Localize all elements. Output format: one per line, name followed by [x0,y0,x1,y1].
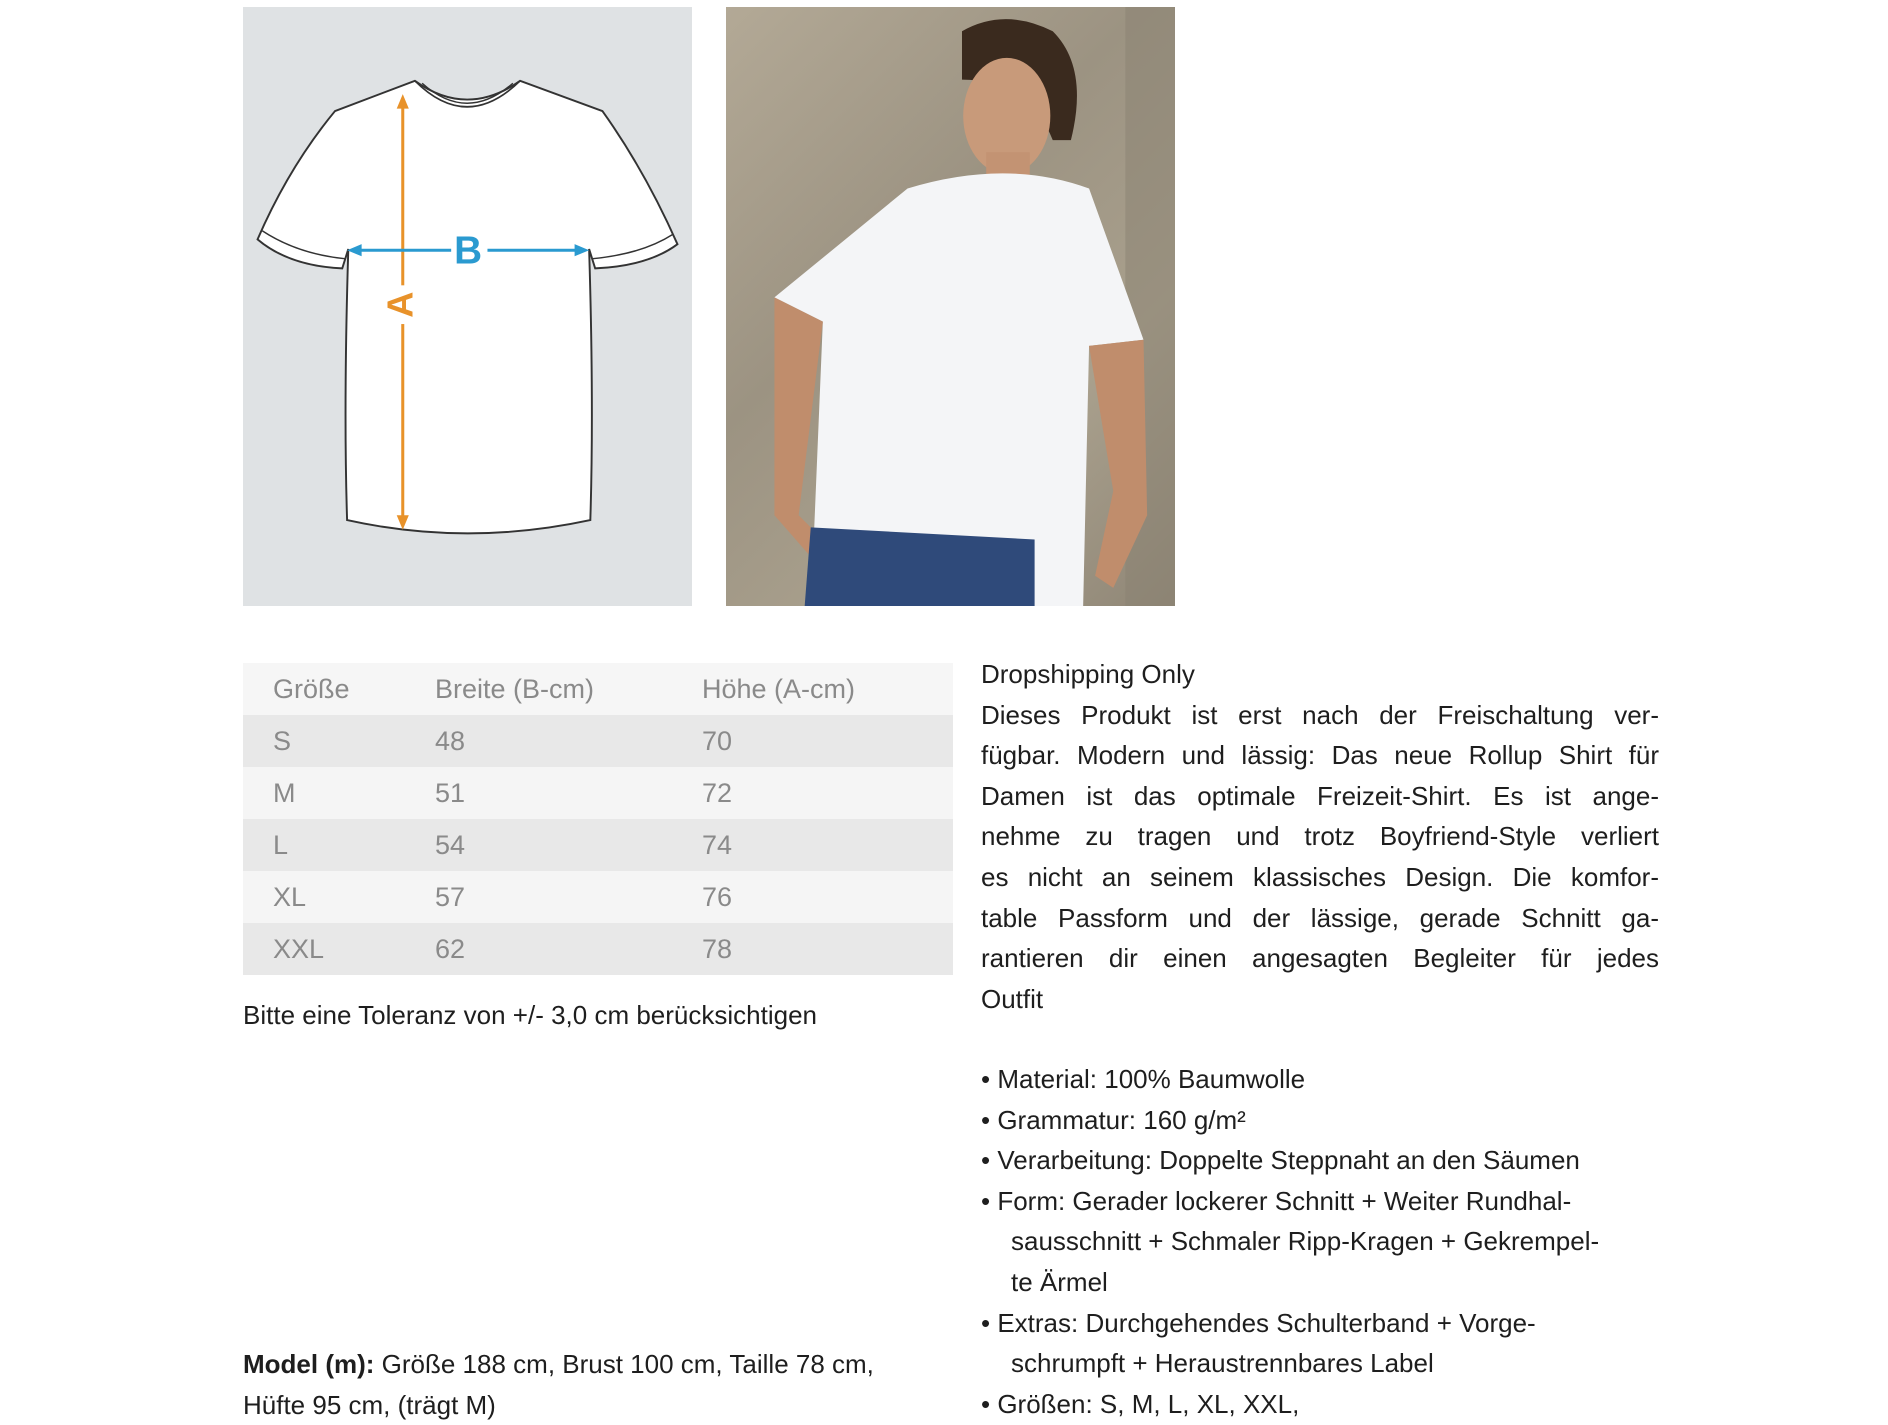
description-line: rantieren dir einen angesagten Begleiter für jedes [981,943,1659,974]
column-header-height: Höhe (A-cm) [702,673,856,704]
description-line: fügbar. Modern und lässig: Das neue Rollup Shirt für [981,740,1659,771]
feature-item-continuation: sausschnitt + Schmaler Ripp-Kragen + Gekrempel- [1011,1226,1600,1257]
tolerance-note: Bitte eine Toleranz von +/- 3,0 cm berücksichtigen [243,1000,817,1030]
cell-height: 78 [702,933,733,964]
feature-item: • Form: Gerader lockerer Schnitt + Weiter Rundhal- [981,1185,1572,1216]
product-description [981,654,1659,1019]
cell-height: 70 [702,725,733,756]
model-photo-illustration [726,7,1175,606]
table-header-row [243,663,953,715]
feature-list [981,1059,1661,1424]
description-line: table Passform und der lässige, gerade Schnitt ga- [981,902,1659,933]
feature-item: • Verarbeitung: Doppelte Steppnaht an den Säumen [981,1145,1580,1176]
cell-size: S [273,725,292,756]
column-header-width: Breite (B-cm) [435,673,595,704]
cell-width: 57 [435,881,466,912]
size-table [243,663,953,975]
table-row [243,923,953,975]
model-info-line2: Hüfte 95 cm, (trägt M) [243,1389,496,1420]
description-line: Damen ist das optimale Freizeit-Shirt. Es ist ange- [981,780,1659,811]
model-photo [726,7,1175,606]
cell-size: XL [273,881,307,912]
cell-width: 54 [435,829,466,860]
description-line: Dieses Produkt ist erst nach der Freischaltung ver- [981,699,1659,730]
description-title: Dropshipping Only [981,659,1195,689]
description-line: es nicht an seinem klassisches Design. Die komfor- [981,861,1659,892]
feature-item: • Material: 100% Baumwolle [981,1064,1306,1094]
feature-item: • Größen: S, M, L, XL, XXL, [981,1388,1300,1419]
description-line: nehme zu tragen und trotz Boyfriend-Style verliert [981,821,1659,852]
model-info-text: Größe 188 cm, Brust 100 cm, Taille 78 cm, [374,1349,874,1379]
table-row [243,767,953,819]
cell-size: L [273,829,289,860]
feature-item-continuation: schrumpft + Heraustrennbares Label [1011,1348,1434,1379]
model-info [243,1344,963,1425]
cell-size: M [273,777,296,808]
tshirt-measurement-diagram [243,7,692,606]
model-info-label: Model (m): [243,1349,375,1379]
cell-width: 48 [435,725,466,756]
cell-size: XXL [273,933,325,964]
table-row [243,819,953,871]
column-header-size: Größe [273,673,350,704]
description-line: Outfit [981,983,1044,1014]
table-row [243,715,953,767]
size-diagram-image [243,7,692,606]
table-row [243,871,953,923]
cell-width: 62 [435,933,466,964]
cell-width: 51 [435,777,466,808]
feature-item-continuation: te Ärmel [1011,1266,1108,1297]
tshirt-outline [258,81,678,534]
feature-item: • Grammatur: 160 g/m² [981,1104,1246,1135]
cell-height: 76 [702,881,733,912]
label-b: B [454,229,483,273]
cell-height: 72 [702,777,733,808]
feature-item: • Extras: Durchgehendes Schulterband + Vorge- [981,1307,1536,1338]
cell-height: 74 [702,829,733,860]
label-a: A [379,291,421,318]
